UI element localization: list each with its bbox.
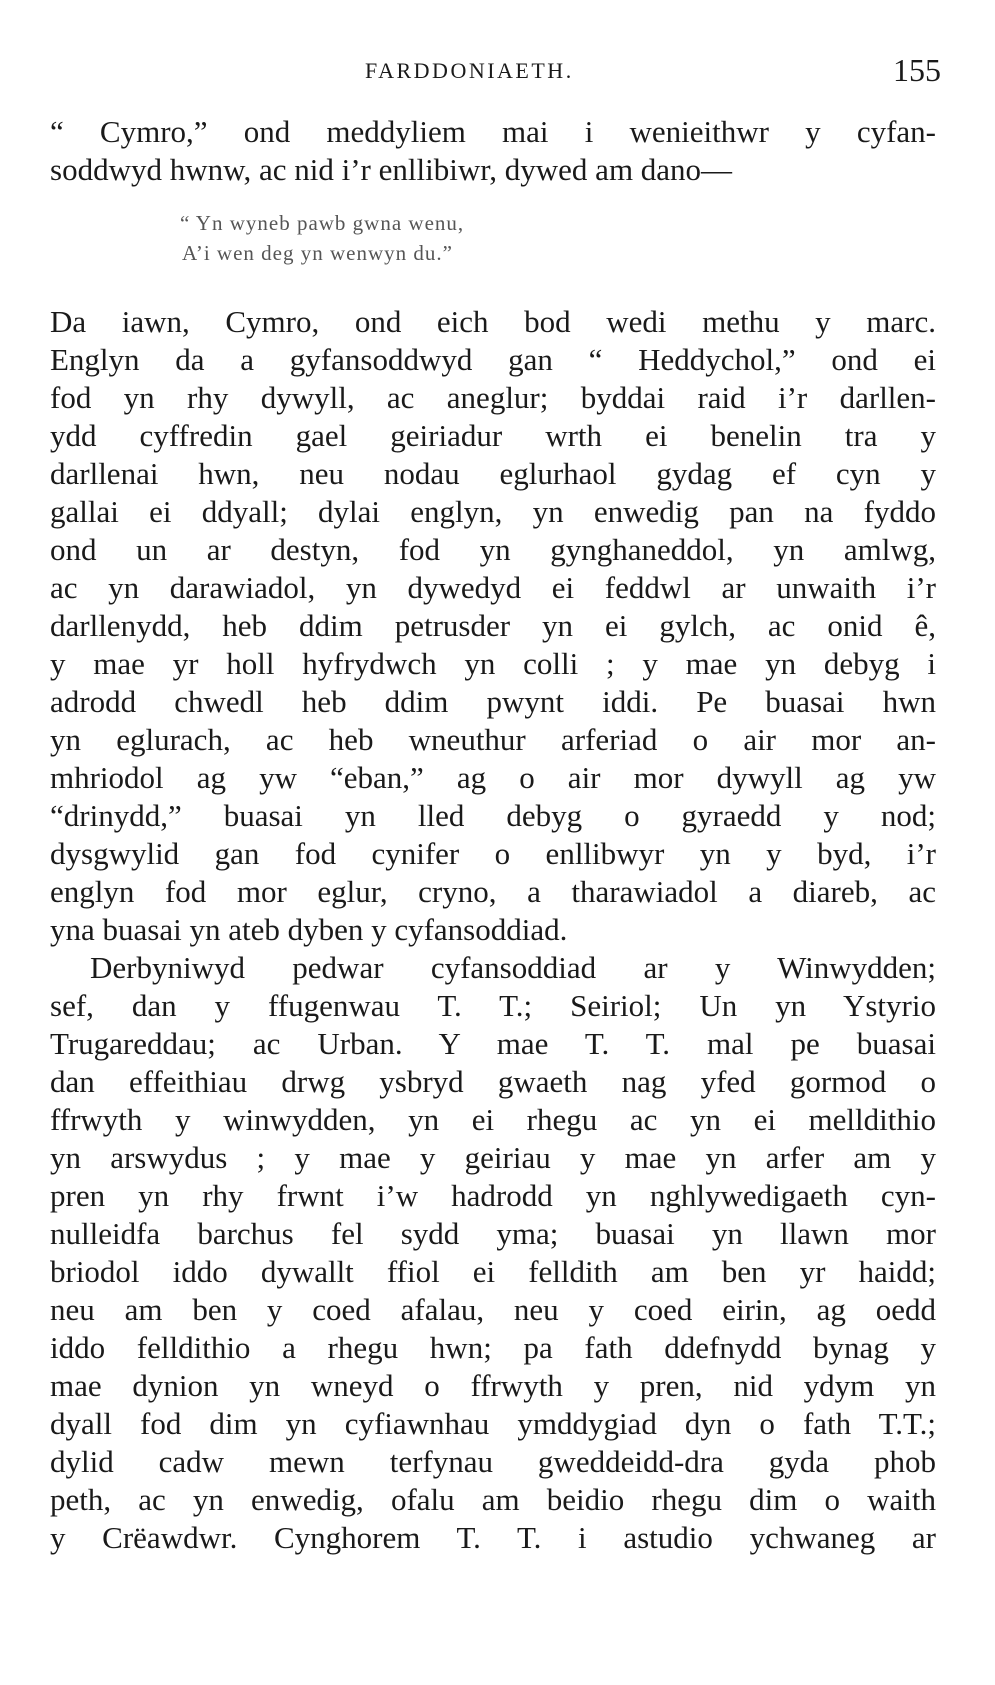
text-line: y mae yr holl hyfrydwch yn colli ; y mae yn debyg i <box>50 646 936 681</box>
page-header <box>0 52 995 92</box>
text-line: soddwyd hwnw, ac nid i’r enllibiwr, dywed am dano— <box>50 152 733 187</box>
text-line: yn eglurach, ac heb wneuthur arferiad o air mor an- <box>50 722 936 757</box>
text-line: briodol iddo dywallt ffiol ei felldith am ben yr haidd; <box>50 1254 936 1289</box>
text-line: mae dynion yn wneyd o ffrwyth y pren, nid ydym yn <box>50 1368 936 1403</box>
text-line: dan effeithiau drwg ysbryd gwaeth nag yfed gormod o <box>50 1064 936 1099</box>
text-line: “drinydd,” buasai yn lled debyg o gyraedd y nod; <box>50 798 936 833</box>
text-line: nulleidfa barchus fel sydd yma; buasai yn llawn mor <box>50 1216 936 1251</box>
text-line: Derbyniwyd pedwar cyfansoddiad ar y Winwydden; <box>90 950 936 985</box>
text-line: yn arswydus ; y mae y geiriau y mae yn arfer am y <box>50 1140 936 1175</box>
text-line: iddo felldithio a rhegu hwn; pa fath ddefnydd bynag y <box>50 1330 936 1365</box>
text-line: sef, dan y ffugenwau T. T.; Seiriol; Un yn Ystyrio <box>50 988 936 1023</box>
text-line: Trugareddau; ac Urban. Y mae T. T. mal pe buasai <box>50 1026 936 1061</box>
text-line: Englyn da a gyfansoddwyd gan “ Heddychol,” ond ei <box>50 342 936 377</box>
text-line: darllenai hwn, neu nodau eglurhaol gydag ef cyn y <box>50 456 936 491</box>
text-line: darllenydd, heb ddim petrusder yn ei gylch, ac onid ê, <box>50 608 936 643</box>
text-line: fod yn rhy dywyll, ac aneglur; byddai raid i’r darllen- <box>50 380 936 415</box>
page-number: 155 <box>893 52 941 88</box>
text-line: dysgwylid gan fod cynifer o enllibwyr yn y byd, i’r <box>50 836 936 871</box>
text-line: ac yn darawiadol, yn dywedyd ei feddwl ar unwaith i’r <box>50 570 936 605</box>
text-line: “ Cymro,” ond meddyliem mai i wenieithwr y cyfan- <box>50 114 936 149</box>
quote-line: “ Yn wyneb pawb gwna wenu, <box>180 211 465 235</box>
text-line: ydd cyffredin gael geiriadur wrth ei benelin tra y <box>50 418 936 453</box>
text-line: dyall fod dim yn cyfiawnhau ymddygiad dyn o fath T.T.; <box>50 1406 936 1441</box>
text-line: mhriodol ag yw “eban,” ag o air mor dywyll ag yw <box>50 760 936 795</box>
text-line: yna buasai yn ateb dyben y cyfansoddiad. <box>50 912 568 947</box>
text-line: englyn fod mor eglur, cryno, a tharawiadol a diareb, ac <box>50 874 936 909</box>
text-line: pren yn rhy frwnt i’w hadrodd yn nghlywedigaeth cyn- <box>50 1178 936 1213</box>
text-line: ffrwyth y winwydden, yn ei rhegu ac yn ei melldithio <box>50 1102 936 1137</box>
text-line: y Crëawdwr. Cynghorem T. T. i astudio ychwaneg ar <box>50 1520 936 1555</box>
text-line: neu am ben y coed afalau, neu y coed eirin, ag oedd <box>50 1292 936 1327</box>
text-line: adrodd chwedl heb ddim pwynt iddi. Pe buasai hwn <box>50 684 936 719</box>
text-line: peth, ac yn enwedig, ofalu am beidio rhegu dim o waith <box>50 1482 936 1517</box>
quote-line: A’i wen deg yn wenwyn du.” <box>182 241 453 265</box>
text-line: ond un ar destyn, fod yn gynghaneddol, yn amlwg, <box>50 532 936 567</box>
text-line: Da iawn, Cymro, ond eich bod wedi methu y marc. <box>50 304 936 339</box>
running-title: FARDDONIAETH. <box>365 58 574 83</box>
text-line: dylid cadw mewn terfynau gweddeidd-dra gyda phob <box>50 1444 936 1479</box>
text-line: gallai ei ddyall; dylai englyn, yn enwedig pan na fyddo <box>50 494 936 529</box>
